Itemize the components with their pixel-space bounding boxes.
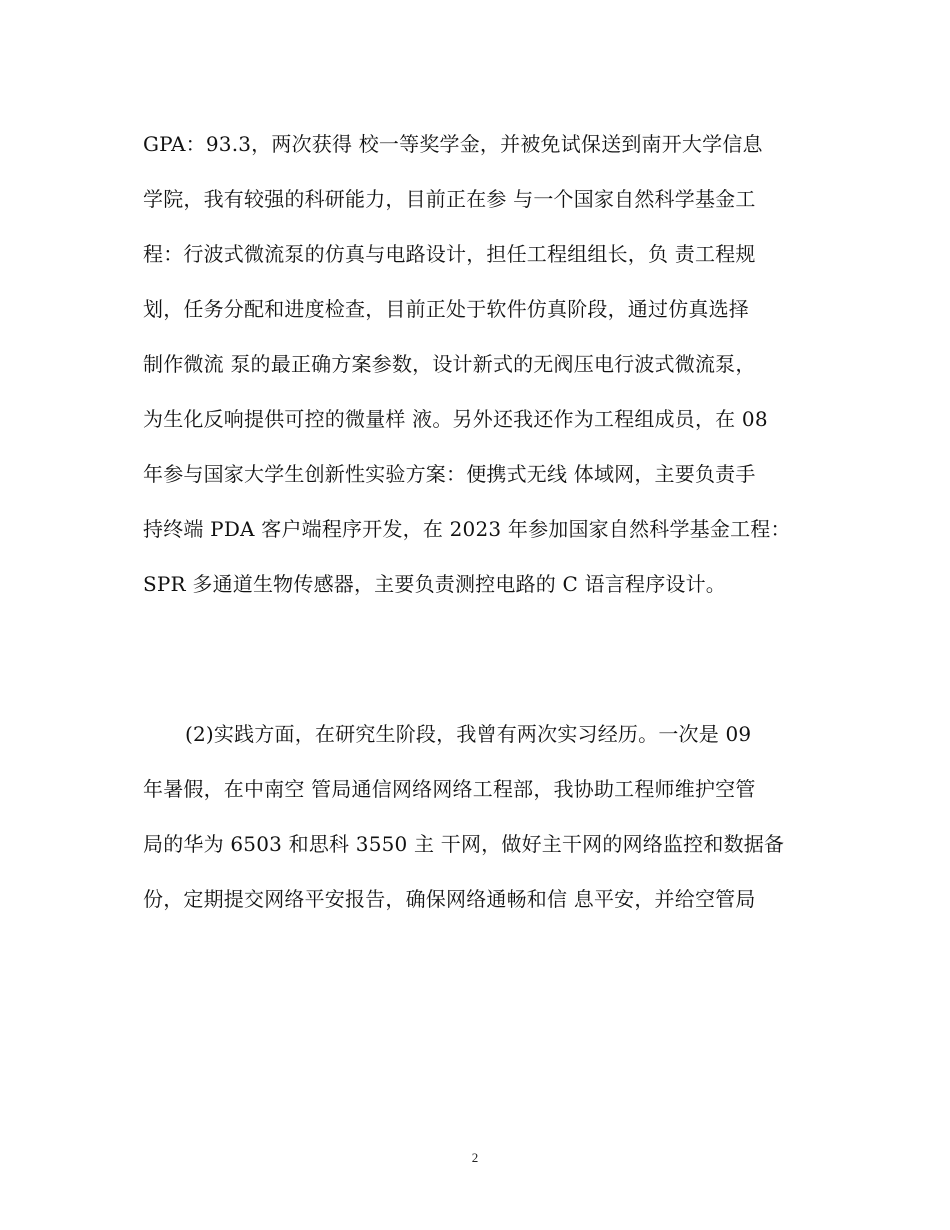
page-number: 2	[471, 1150, 479, 1165]
text-line-4: 划，任务分配和进度检查，目前正处于软件仿真阶段，通过仿真选择	[143, 297, 749, 321]
text-line-3: 程：行波式微流泵的仿真与电路设计，担任工程组组长，负 责工程规	[143, 242, 756, 266]
text-line-7: 年参与国家大学生创新性实验方案：便携式无线 体域网，主要负责手	[143, 462, 756, 486]
text-line-2: 学院，我有较强的科研能力，目前正在参 与一个国家自然科学基金工	[143, 187, 756, 211]
text-line-11: 年暑假，在中南空 管局通信网络网络工程部，我协助工程师维护空管	[143, 777, 756, 801]
text-line-12: 局的华为 6503 和思科 3550 主 干网，做好主干网的网络监控和数据备	[143, 832, 785, 856]
text-line-13: 份，定期提交网络平安报告，确保网络通畅和信 息平安，并给空管局	[143, 887, 756, 911]
text-line-5: 制作微流 泵的最正确方案参数，设计新式的无阀压电行波式微流泵，	[143, 352, 756, 376]
text-line-6: 为生化反响提供可控的微量样 液。另外还我还作为工程组成员，在 08	[143, 407, 768, 431]
text-line-1: GPA：93.3，两次获得 校一等奖学金，并被免试保送到南开大学信息	[143, 132, 763, 156]
text-line-9: SPR 多通道生物传感器，主要负责测控电路的 C 语言程序设计。	[143, 572, 726, 596]
text-line-10: (2)实践方面，在研究生阶段，我曾有两次实习经历。一次是 09	[185, 722, 752, 746]
text-line-8: 持终端 PDA 客户端程序开发，在 2023 年参加国家自然科学基金工程：	[143, 517, 791, 541]
